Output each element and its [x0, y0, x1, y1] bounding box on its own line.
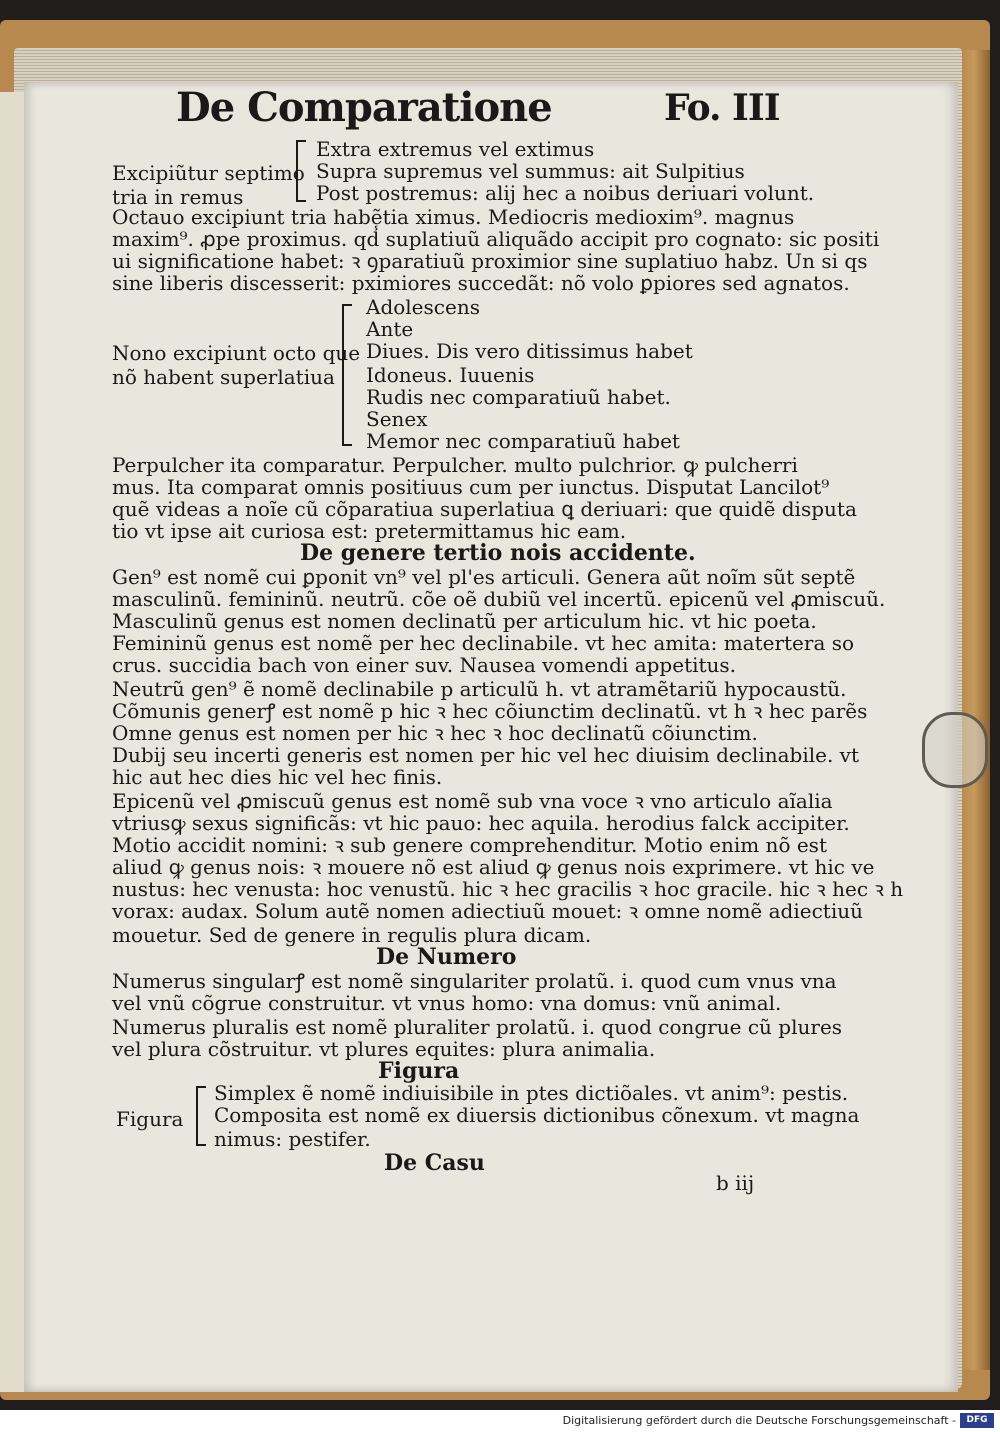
text-line: masculinũ. femininũ. neutrũ. cõe oẽ dubiũ vel incertũ. epicenũ vel ꝓmiscuũ.: [112, 587, 886, 611]
text-line: Gen⁹ est nomẽ cui ꝑponit vn⁹ vel pl'es articuli. Genera aũt noĩm sũt septẽ: [112, 565, 856, 589]
text-line: mouetur. Sed de genere in regulis plura dicam.: [112, 923, 592, 947]
text-line: Diues. Dis vero ditissimus habet: [366, 339, 693, 363]
section-heading: Figura: [378, 1058, 460, 1084]
text-line: Composita est nomẽ ex diuersis dictionibus cõnexum. vt magna: [214, 1103, 860, 1127]
dfg-logo: DFG: [960, 1413, 994, 1428]
text-line: Numerus singularꝭ est nomẽ singulariter prolatũ. i. quod cum vnus vna: [112, 969, 837, 993]
text-line: tria in remus: [112, 185, 244, 209]
text-line: ui significatione habet: ꝛ ꝯparatiuũ proximior sine suplatiuo habz. Un si qs: [112, 249, 868, 273]
text-line: Perpulcher ita comparatur. Perpulcher. multo pulchrior. ꝙ pulcherri: [112, 453, 798, 477]
text-line: Supra supremus vel summus: ait Sulpitius: [316, 159, 745, 183]
book-page: [24, 82, 958, 1392]
text-line: nimus: pestifer.: [214, 1127, 371, 1151]
text-line: mus. Ita comparat omnis positiuus cum per iunctus. Disputat Lancilot⁹: [112, 475, 830, 499]
page-clip: [922, 712, 988, 788]
text-line: nustus: hec venusta: hoc venustũ. hic ꝛ hec gracilis ꝛ hoc gracile. hic ꝛ hec ꝛ h: [112, 877, 904, 901]
text-line: Masculinũ genus est nomen declinatũ per articulum hic. vt hic poeta.: [112, 609, 817, 633]
text-line: Excipiũtur septimo: [112, 161, 305, 185]
text-line: maxim⁹. ꝓpe proximus. qd̾ suplatiuũ aliquãdo accipit pro cognato: sic positi: [112, 227, 880, 251]
text-line: Adolescens: [366, 295, 480, 319]
section-heading: De Casu: [384, 1150, 485, 1176]
section-heading: De Numero: [376, 944, 517, 970]
text-line: vorax: audax. Solum autẽ nomen adiectiuũ mouet: ꝛ omne nomẽ adiectiuũ: [112, 899, 863, 923]
text-line: Numerus pluralis est nomẽ pluraliter prolatũ. i. quod congrue cũ plures: [112, 1015, 843, 1039]
text-line: Femininũ genus est nomẽ per hec declinabile. vt hec amita: matertera so: [112, 631, 855, 655]
running-title: De Comparatione: [176, 84, 552, 131]
text-line: Dubij seu incerti generis est nomen per hic vel hec diuisim declinabile. vt: [112, 743, 860, 767]
text-line: vtriusꝙ sexus significãs: vt hic pauo: hec aquila. herodius falck accipiter.: [112, 811, 850, 835]
text-line: Post postremus: alij hec a noibus deriuari volunt.: [316, 181, 815, 205]
brace: [196, 1086, 206, 1146]
text-line: aliud ꝙ genus nois: ꝛ mouere nõ est aliud ꝙ genus nois exprimere. vt hic ve: [112, 855, 875, 879]
text-line: Cõmunis generꝭ est nomẽ p hic ꝛ hec cõiunctim declinatũ. vt h ꝛ hec parẽs: [112, 699, 868, 723]
text-line: crus. succidia bach von einer suv. Nausea vomendi appetitus.: [112, 653, 737, 677]
text-line: vel plura cõstruitur. vt plures equites: plura animalia.: [112, 1037, 656, 1061]
text-line: Motio accidit nomini: ꝛ sub genere comprehenditur. Motio enim nõ est: [112, 833, 827, 857]
funding-note: Digitalisierung gefördert durch die Deutsche Forschungsgemeinschaft -: [562, 1414, 956, 1427]
text-line: nõ habent superlatiua: [112, 365, 335, 389]
left-page-edge: [0, 92, 26, 1392]
text-line: vel vnũ cõgrue construitur. vt vnus homo: vna domus: vnũ animal.: [112, 991, 782, 1015]
text-line: Memor nec comparatiuũ habet: [366, 429, 680, 453]
text-line: Nono excipiunt octo que: [112, 341, 361, 365]
brace: [342, 304, 352, 446]
text-line: Simplex ẽ nomẽ indiuisibile in ptes dictiõales. vt anim⁹: pestis.: [214, 1081, 849, 1105]
text-line: Senex: [366, 407, 428, 431]
section-heading: De genere tertio nois accidente.: [300, 540, 696, 566]
text-line: sine liberis discesserit: pximiores succedãt: nõ volo ꝑpiores sed agnatos.: [112, 271, 850, 295]
text-line: Rudis nec comparatiuũ habet.: [366, 385, 671, 409]
text-line: quẽ videas a noĩe cũ cõparatiua superlatiua ꝗ deriuari: que quidẽ disputa: [112, 497, 857, 521]
text-line: Ante: [366, 317, 414, 341]
text-line: tio vt ipse ait curiosa est: pretermittamus hic eam.: [112, 519, 627, 543]
folio-number: Fo. III: [664, 87, 780, 129]
text-line: Extra extremus vel extimus: [316, 137, 595, 161]
footer-bar: [0, 1410, 1000, 1432]
signature-mark: b iij: [716, 1171, 755, 1195]
text-line: Epicenũ vel ꝓmiscuũ genus est nomẽ sub vna voce ꝛ vno articulo aĩalia: [112, 789, 833, 813]
text-line: Omne genus est nomen per hic ꝛ hec ꝛ hoc declinatũ cõiunctim.: [112, 721, 758, 745]
text-line: Neutrũ gen⁹ ẽ nomẽ declinabile p articulũ h. vt atramẽtariũ hypocaustũ.: [112, 677, 847, 701]
text-line: hic aut hec dies hic vel hec finis.: [112, 765, 443, 789]
text-line: Idoneus. Iuuenis: [366, 363, 535, 387]
text-line: Figura: [116, 1107, 184, 1131]
text-line: Octauo excipiunt tria habẽtia ximus. Mediocris medioxim⁹. magnus: [112, 205, 795, 229]
